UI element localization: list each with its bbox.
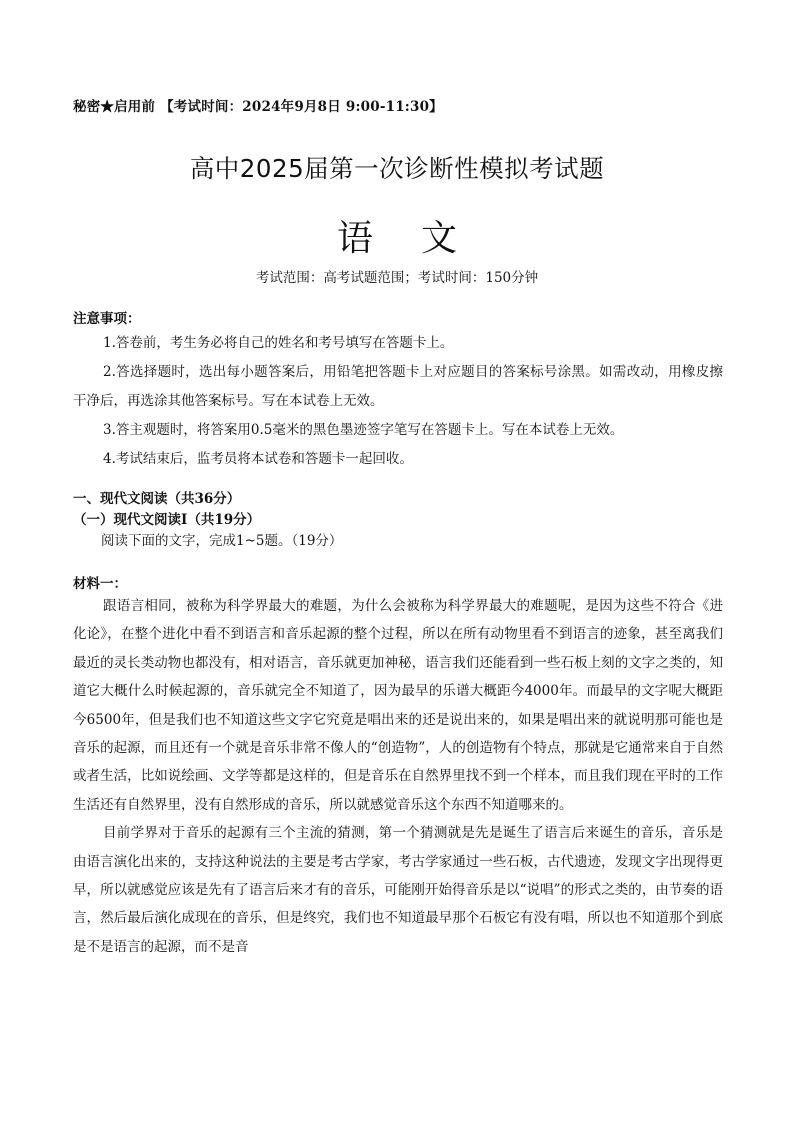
material-paragraph: 目前学界对于音乐的起源有三个主流的猜测，第一个猜测就是先是诞生了语言后来诞生的音乐，音乐是由语言演化出来的，支持这种说法的主要是考古学家，考古学家通过一些石板，古代遗迹，发现文字出现得更早，所以就感觉应该是先有了语言后来才有的音乐，可能刚开始得音乐是以“说唱”的形式之类的，由节奏的语言，然后最后演化成现在的音乐，但是终究，我们也不知道最早那个石板它有没有唱，所以也不知道那个到底是不是语言的起源，而不是音: [73, 825, 723, 955]
notice-item: 2.答选择题时，选出每小题答案后，用铅笔把答题卡上对应题目的答案标号涂黑。如需改动，用橡皮擦干净后，再选涂其他答案标号。写在本试卷上无效。: [73, 364, 723, 409]
notice-list: [73, 329, 723, 474]
notice-item: 4.考试结束后，监考员将本试卷和答题卡一起回收。: [103, 451, 413, 467]
reading-instruction: 阅读下面的文字，完成1~5题。（19分）: [101, 533, 343, 549]
subject-title: 语文: [336, 218, 505, 259]
subsection-heading: （一）现代文阅读Ⅰ（共19分）: [73, 512, 261, 528]
confidential-exam-time-line: 秘密★启用前 【考试时间：2024年9月8日 9:00-11:30】: [73, 99, 443, 115]
notice-item: 1.答卷前，考生务必将自己的姓名和考号填写在答题卡上。: [103, 335, 454, 351]
material-paragraph: 跟语言相同，被称为科学界最大的难题，为什么会被称为科学界最大的难题呢，是因为这些不符合《进化论》，在整个进化中看不到语言和音乐起源的整个过程，所以在所有动物里看不到语言的迹象，甚至离我们最近的灵长类动物也都没有，相对语言，音乐就更加神秘，语言我们还能看到一些石板上刻的文字之类的，知道它大概什么时候起源的，音乐就完全不知道了，因为最早的乐谱大概距今4000年。而最早的文字呢大概距今6500年，但是我们也不知道这些文字它究竟是唱出来的还是说出来的，如果是唱出来的就说明那可能也是音乐的起源，而且还有一个就是音乐非常不像人的“创造物”，人的创造物有个特点，那就是它通常来自于自然或者生活，比如说绘画、文学等都是这样的，但是音乐在自然界里找不到一个样本，而且我们现在平时的工作生活还有自然界里，没有自然形成的音乐，所以就感觉音乐这个东西不知道哪来的。: [73, 598, 723, 813]
section-heading: 一、现代文阅读（共36分）: [73, 491, 241, 507]
material-text: [73, 592, 723, 961]
exam-scope-and-duration: 考试范围：高考试题范围；考试时间：150分钟: [255, 270, 539, 286]
notice-heading: 注意事项：: [73, 311, 141, 327]
exam-title: 高中2025届第一次诊断性模拟考试题: [189, 154, 605, 183]
material-label: 材料一：: [73, 576, 127, 592]
notice-item: 3.答主观题时，将答案用0.5毫米的黑色墨迹签字笔写在答题卡上。写在本试卷上无效。: [103, 422, 624, 438]
